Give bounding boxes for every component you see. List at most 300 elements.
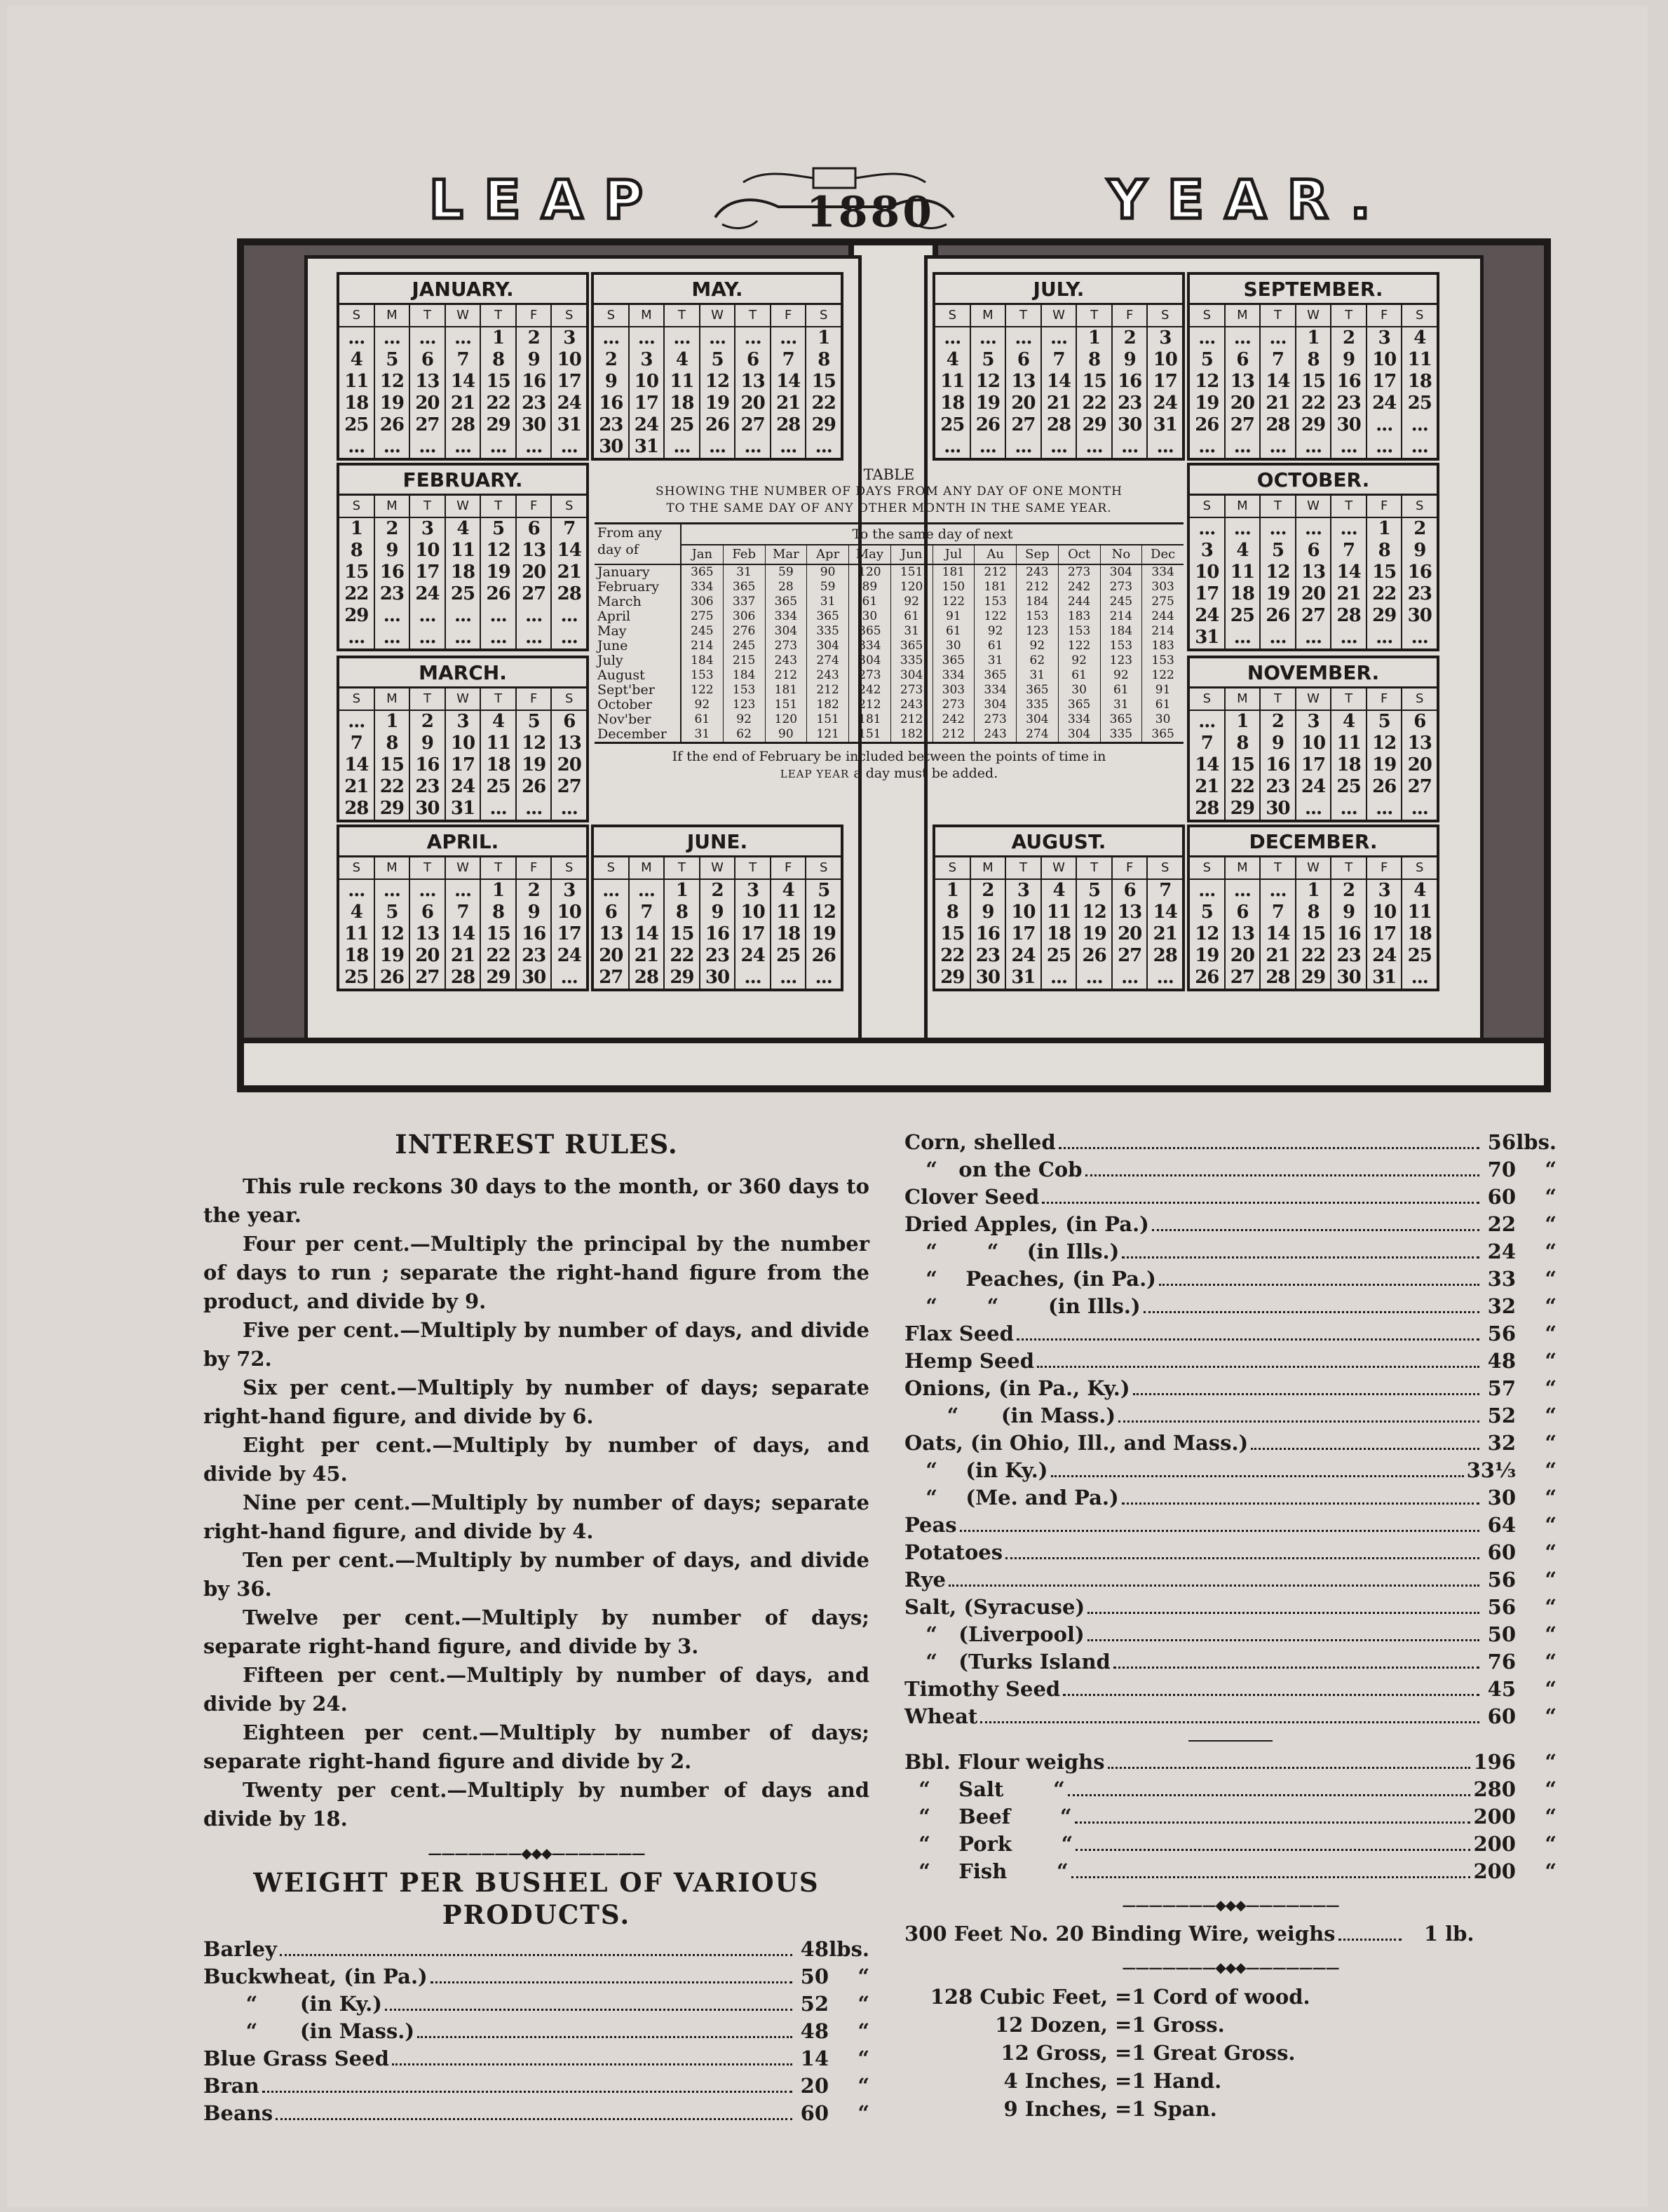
bushel-item (904, 1566, 1557, 1594)
day-cell: ... (1411, 798, 1428, 819)
bushel-item-label: “ (in Ky.) (203, 1992, 382, 2016)
day-cell: 15 (375, 754, 411, 776)
bushel-item (203, 1963, 869, 1990)
table-cell: 120 (766, 712, 808, 727)
table-cell: 181 (975, 580, 1017, 595)
measure-quantity: 12 Dozen, (994, 2013, 1108, 2037)
day-cell: 14 (630, 923, 665, 945)
day-cell: 12 (971, 371, 1007, 393)
divider: ———————◆◆◆——————— (1122, 1959, 1339, 1976)
day-cell: 7 (1042, 349, 1078, 371)
flour-list (904, 1749, 1557, 1885)
day-cell: 20 (1226, 393, 1261, 414)
day-cell: ... (1367, 798, 1403, 820)
bushel-item-value: 30 (1487, 1486, 1516, 1509)
table-cell: 334 (933, 668, 975, 683)
table-column-header: Au (975, 545, 1017, 564)
day-cell: ... (517, 798, 552, 820)
table-cell: 61 (1155, 698, 1171, 712)
day-cell: 6 (1113, 880, 1148, 902)
dot-leader (1059, 1147, 1479, 1149)
table-cell: 365 (933, 653, 975, 668)
table-cell: 212 (975, 565, 1017, 580)
week-row (1190, 798, 1437, 820)
table-note (595, 748, 1184, 782)
table-cell: 92 (1101, 668, 1143, 683)
table-row (682, 624, 1184, 639)
day-cell: 7 (1261, 349, 1296, 371)
day-cell: ... (1156, 436, 1174, 457)
month-june (591, 825, 843, 991)
bushel-item (904, 1430, 1557, 1457)
table-cell: 365 (849, 624, 891, 639)
table-cell: 243 (975, 727, 1017, 742)
week-row (339, 327, 586, 349)
day-cell: 12 (1261, 562, 1296, 583)
dot-leader (1251, 1448, 1479, 1450)
dot-leader (1144, 1311, 1479, 1313)
day-cell: 17 (735, 923, 771, 945)
bushel-item-unit: “ (857, 1965, 869, 1988)
table-column-header: Dec (1151, 547, 1176, 562)
weekday-label: W (446, 305, 482, 327)
day-cell: 19 (1190, 393, 1226, 414)
day-cell: 26 (1261, 605, 1296, 627)
flour-item-value: 280 (1473, 1777, 1516, 1801)
day-cell: 21 (1331, 583, 1367, 605)
bushel-item-unit: “ (1545, 1513, 1557, 1537)
table-cell: 184 (724, 668, 766, 683)
table-cell: 151 (891, 565, 933, 580)
bushel-item (904, 1375, 1557, 1402)
day-cell: 6 (410, 902, 446, 923)
table-row-label: August (597, 667, 645, 683)
day-cell: 16 (594, 393, 630, 414)
month-name: APRIL. (339, 827, 586, 857)
weekday-header-row (594, 305, 841, 327)
table-cell: 242 (849, 683, 891, 698)
day-cell: 5 (700, 349, 736, 371)
table-cell: 335 (807, 624, 849, 639)
table-cell: 306 (724, 609, 766, 624)
day-cell: 20 (557, 754, 581, 775)
day-cell: 22 (1296, 945, 1332, 967)
day-cell: 9 (594, 371, 630, 393)
weekday-label: S (1190, 688, 1226, 711)
table-cell: 245 (724, 639, 766, 653)
table-cell: 61 (1101, 683, 1143, 698)
day-cell: 10 (1367, 902, 1403, 923)
week-row (594, 327, 841, 349)
day-cell: 8 (1296, 902, 1332, 923)
bushel-item-value: 56 (1487, 1568, 1516, 1592)
week-row (1190, 371, 1437, 393)
table-cell: 184 (682, 653, 724, 668)
dot-leader (1068, 1794, 1471, 1796)
day-cell: 27 (1226, 967, 1261, 989)
day-cell: 28 (1190, 798, 1226, 820)
month-november (1187, 656, 1439, 822)
dot-leader (1159, 1284, 1479, 1286)
day-cell: 2 (1413, 518, 1426, 539)
day-cell: ... (1261, 518, 1296, 540)
weekday-label: T (410, 688, 446, 711)
table-cell: 304 (1017, 712, 1059, 727)
day-cell: 1 (1367, 518, 1403, 540)
day-cell: 5 (517, 711, 552, 733)
flour-item-label: “ Fish “ (904, 1859, 1069, 1883)
day-cell: 2 (1261, 711, 1296, 733)
flour-item-value: 200 (1473, 1859, 1516, 1883)
same-day-label: To the same day of next (682, 524, 1184, 545)
day-cell: ... (735, 327, 771, 349)
day-cell: 21 (1153, 923, 1177, 944)
table-cell: 31 (682, 727, 724, 742)
day-cell: 4 (1226, 540, 1261, 562)
day-cell: 8 (339, 540, 375, 562)
week-row (594, 371, 841, 393)
day-cell: 25 (1331, 776, 1367, 798)
day-cell: 19 (1190, 945, 1226, 967)
day-cell: 22 (1367, 583, 1403, 605)
day-cell: 2 (1331, 880, 1367, 902)
day-cell: 14 (1261, 371, 1296, 393)
table-cell: 92 (891, 595, 933, 609)
day-cell: 1 (1296, 327, 1332, 349)
day-cell: 10 (630, 371, 665, 393)
bushel-item-label: Hemp Seed (904, 1349, 1035, 1373)
day-cell: 5 (818, 880, 830, 901)
day-cell: 17 (1190, 583, 1226, 605)
from-label-line2: day of (597, 542, 639, 557)
bushel-item-unit: “ (857, 2074, 869, 2098)
bushel-item-label: Wheat (904, 1704, 978, 1728)
weekday-label: S (594, 857, 630, 880)
bushel-item-label: Buckwheat, (in Pa.) (203, 1965, 428, 1988)
measure-equivalent: =1 Span. (1115, 2097, 1217, 2121)
week-row (339, 627, 586, 649)
table-cell: 273 (1101, 580, 1143, 595)
table-cell: 212 (1017, 580, 1059, 595)
bushel-item-unit: “ (1545, 1677, 1557, 1701)
bushel-item-label: Blue Grass Seed (203, 2047, 389, 2070)
bushel-item (904, 1512, 1557, 1539)
bushel-item-label: “ (Turks Island (904, 1650, 1111, 1674)
bushel-item (904, 1129, 1557, 1156)
days-between-months-table (595, 466, 1184, 831)
table-row (682, 683, 1184, 698)
bushel-item-label: “ “ (in Ills.) (904, 1240, 1120, 1263)
bushel-item (904, 1211, 1557, 1238)
table-cell: 365 (807, 609, 849, 624)
week-row (594, 414, 841, 436)
day-cell: 13 (517, 540, 552, 562)
weekday-label: W (1042, 857, 1078, 880)
table-from-label (595, 524, 682, 564)
week-row (1190, 562, 1437, 583)
day-cell: 18 (1407, 923, 1432, 944)
interest-rule (203, 1172, 869, 1230)
table-row-label: April (597, 609, 631, 624)
week-row (594, 436, 841, 458)
day-cell: 22 (1226, 776, 1261, 798)
year-number: 1880 (806, 188, 935, 237)
bushel-item-value: 32 (1487, 1431, 1516, 1455)
week-row (1190, 776, 1437, 798)
bushel-item-label: Dried Apples, (in Pa.) (904, 1212, 1149, 1236)
day-cell: 7 (446, 349, 482, 371)
day-cell: 21 (557, 562, 581, 583)
day-cell: 8 (818, 349, 830, 370)
day-cell: 14 (446, 923, 482, 945)
table-cell: 62 (1017, 653, 1059, 668)
weekday-label: T (1331, 496, 1367, 518)
day-cell: ... (630, 880, 665, 902)
day-cell: 28 (1153, 945, 1177, 966)
week-row (1190, 583, 1437, 605)
day-cell: 29 (1296, 967, 1332, 989)
day-cell: 20 (594, 945, 630, 967)
bushel-item-unit: “ (1545, 1294, 1557, 1318)
week-row (1190, 967, 1437, 989)
flour-item-unit: “ (1545, 1750, 1557, 1774)
day-cell: 26 (375, 967, 411, 989)
day-cell: 13 (410, 371, 446, 393)
day-cell: ... (560, 798, 578, 819)
day-cell: 27 (410, 967, 446, 989)
day-cell: ... (1006, 327, 1042, 349)
week-row (1190, 733, 1437, 754)
day-cell: ... (771, 436, 807, 458)
table-cell: 365 (1059, 698, 1101, 712)
flour-item (904, 1776, 1557, 1803)
dot-leader (1051, 1475, 1464, 1477)
day-cell: 11 (339, 371, 375, 393)
table-row (682, 668, 1184, 683)
table-row (682, 727, 1184, 742)
day-cell: 1 (935, 880, 971, 902)
day-cell: 6 (517, 518, 552, 540)
bushel-item-value: 24 (1487, 1240, 1516, 1263)
day-cell: 31 (1153, 414, 1177, 435)
from-label-line1: From any (597, 525, 663, 541)
day-cell: ... (1296, 627, 1332, 649)
day-cell: ... (517, 627, 552, 649)
day-cell: 11 (771, 902, 807, 923)
day-cell: 29 (665, 967, 700, 989)
day-cell: 27 (1296, 605, 1332, 627)
table-title: TABLE (863, 466, 915, 483)
bushel-item (904, 1238, 1557, 1266)
table-cell: 214 (1151, 624, 1174, 638)
day-cell: ... (594, 327, 630, 349)
table-cell: 212 (849, 698, 891, 712)
week-row (594, 393, 841, 414)
day-cell: 29 (1077, 414, 1113, 436)
day-cell: 17 (410, 562, 446, 583)
day-cell: 18 (1042, 923, 1078, 945)
day-cell: 2 (375, 518, 411, 540)
day-cell: 29 (339, 605, 375, 627)
week-row (1190, 349, 1437, 371)
table-header-right (682, 524, 1184, 564)
day-cell: ... (1411, 627, 1428, 648)
day-cell: 15 (665, 923, 700, 945)
week-row (339, 945, 586, 967)
table-row-labels (595, 565, 682, 742)
bushel-item-label: “ (in Mass.) (203, 2019, 415, 2043)
bushel-item (904, 1648, 1557, 1676)
day-cell: 3 (446, 711, 482, 733)
table-cell: 153 (682, 668, 724, 683)
measure-quantity: 12 Gross, (1001, 2041, 1108, 2065)
weekday-label: M (630, 305, 665, 327)
weekday-label: M (375, 305, 411, 327)
day-cell: 7 (339, 733, 375, 754)
day-cell: ... (1113, 436, 1148, 458)
day-cell: 15 (1077, 371, 1113, 393)
bushel-item-unit: “ (1545, 1267, 1557, 1291)
day-cell: 29 (375, 798, 411, 820)
day-cell: 6 (1226, 349, 1261, 371)
table-cell: 90 (807, 565, 849, 580)
interest-rule-text: Six per cent.—Multiply by number of days; separate right-hand figure, and divide by 6. (203, 1376, 869, 1428)
day-cell: 19 (375, 945, 411, 967)
day-cell: 2 (1331, 327, 1367, 349)
weekday-label: T (1331, 688, 1367, 711)
day-cell: 26 (375, 414, 411, 436)
day-cell: 22 (935, 945, 971, 967)
month-october (1187, 463, 1439, 651)
week-row (1190, 605, 1437, 627)
table-row (682, 712, 1184, 727)
bushel-item-value: 76 (1487, 1650, 1516, 1674)
day-cell: 25 (935, 414, 971, 436)
divider-short (1188, 1740, 1273, 1742)
weekday-header-row (339, 305, 586, 327)
measures-list (904, 1983, 1557, 2123)
day-cell: 16 (700, 923, 736, 945)
day-cell: 5 (1367, 711, 1403, 733)
day-cell: 28 (630, 967, 665, 989)
bushel-item-unit: “ (1545, 1431, 1557, 1455)
measure-equivalent: =1 Cord of wood. (1115, 1985, 1310, 2009)
day-cell: 25 (665, 414, 700, 436)
weekday-label: T (1261, 688, 1296, 711)
weekday-label: M (375, 857, 411, 880)
bushel-item-value: 56 (1487, 1130, 1516, 1154)
day-cell: 16 (517, 371, 552, 393)
table-cell: 365 (682, 565, 724, 580)
day-cell: ... (339, 436, 375, 458)
day-cell: 19 (375, 393, 411, 414)
day-cell: 26 (517, 776, 552, 798)
day-cell: 26 (1077, 945, 1113, 967)
day-cell: 4 (935, 349, 971, 371)
day-cell: 6 (1413, 711, 1426, 732)
day-cell: 8 (665, 902, 700, 923)
day-cell: 24 (1296, 776, 1332, 798)
day-cell: 14 (1153, 902, 1177, 923)
day-cell: 15 (811, 371, 836, 392)
day-cell: 10 (1367, 349, 1403, 371)
table-cell: 273 (975, 712, 1017, 727)
table-cell: 121 (807, 727, 849, 742)
day-cell: 23 (971, 945, 1007, 967)
day-cell: 30 (1261, 798, 1296, 820)
day-cell: 19 (811, 923, 836, 944)
table-cell: 92 (975, 624, 1017, 639)
table-cell: 123 (1017, 624, 1059, 639)
day-cell: 22 (811, 393, 836, 414)
interest-rule (203, 1546, 869, 1603)
day-cell: 22 (481, 945, 517, 967)
day-cell: ... (481, 627, 517, 649)
table-cell: 273 (933, 698, 975, 712)
day-cell: 12 (1190, 923, 1226, 945)
month-name: MAY. (594, 275, 841, 305)
day-cell: 2 (1113, 327, 1148, 349)
day-cell: ... (630, 327, 665, 349)
day-cell: 29 (481, 967, 517, 989)
interest-rule-text: Eight per cent.—Multiply by number of days, and divide by 45. (203, 1433, 869, 1486)
table-row (682, 639, 1184, 653)
table-cell: 153 (1151, 653, 1174, 667)
day-cell: 14 (1261, 923, 1296, 945)
day-cell: 12 (1077, 902, 1113, 923)
table-cell: 183 (1059, 609, 1101, 624)
day-cell: 9 (517, 349, 552, 371)
interest-rule-text: Twenty per cent.—Multiply by number of days and divide by 18. (203, 1778, 869, 1831)
weekday-label: T (1331, 857, 1367, 880)
day-cell: 27 (557, 776, 581, 797)
table-cell: 123 (724, 698, 766, 712)
bushel-right-list (904, 1129, 1557, 1730)
day-cell: 13 (735, 371, 771, 393)
weekday-label: S (594, 305, 630, 327)
bushel-item-label: “ “ (in Ills.) (904, 1294, 1141, 1318)
day-cell: 11 (446, 540, 482, 562)
day-cell: 2 (594, 349, 630, 371)
dot-leader (980, 1721, 1479, 1723)
day-cell: ... (1296, 518, 1332, 540)
day-cell: 23 (1331, 393, 1367, 414)
month-name: MARCH. (339, 658, 586, 688)
day-cell: 27 (1006, 414, 1042, 436)
day-cell: 25 (771, 945, 807, 967)
bushel-item-unit: “ (1545, 1486, 1557, 1509)
day-cell: 31 (1190, 627, 1226, 649)
weekday-label: M (1226, 857, 1261, 880)
flour-item-unit: “ (1545, 1777, 1557, 1801)
title-leap: LEAP (429, 168, 664, 231)
bushel-item (904, 1320, 1557, 1348)
month-december (1187, 825, 1439, 991)
table-cell: 183 (1151, 639, 1174, 653)
table-cell: 275 (682, 609, 724, 624)
day-cell: 3 (1006, 880, 1042, 902)
day-cell: ... (1042, 436, 1078, 458)
day-cell: 16 (1261, 754, 1296, 776)
day-cell: 24 (1153, 393, 1177, 414)
weekday-label: W (446, 496, 482, 518)
weekday-label: T (1261, 857, 1296, 880)
day-cell: 5 (481, 518, 517, 540)
day-cell: 16 (410, 754, 446, 776)
day-cell: 26 (700, 414, 736, 436)
day-cell: 8 (935, 902, 971, 923)
weekday-label: F (517, 857, 552, 880)
